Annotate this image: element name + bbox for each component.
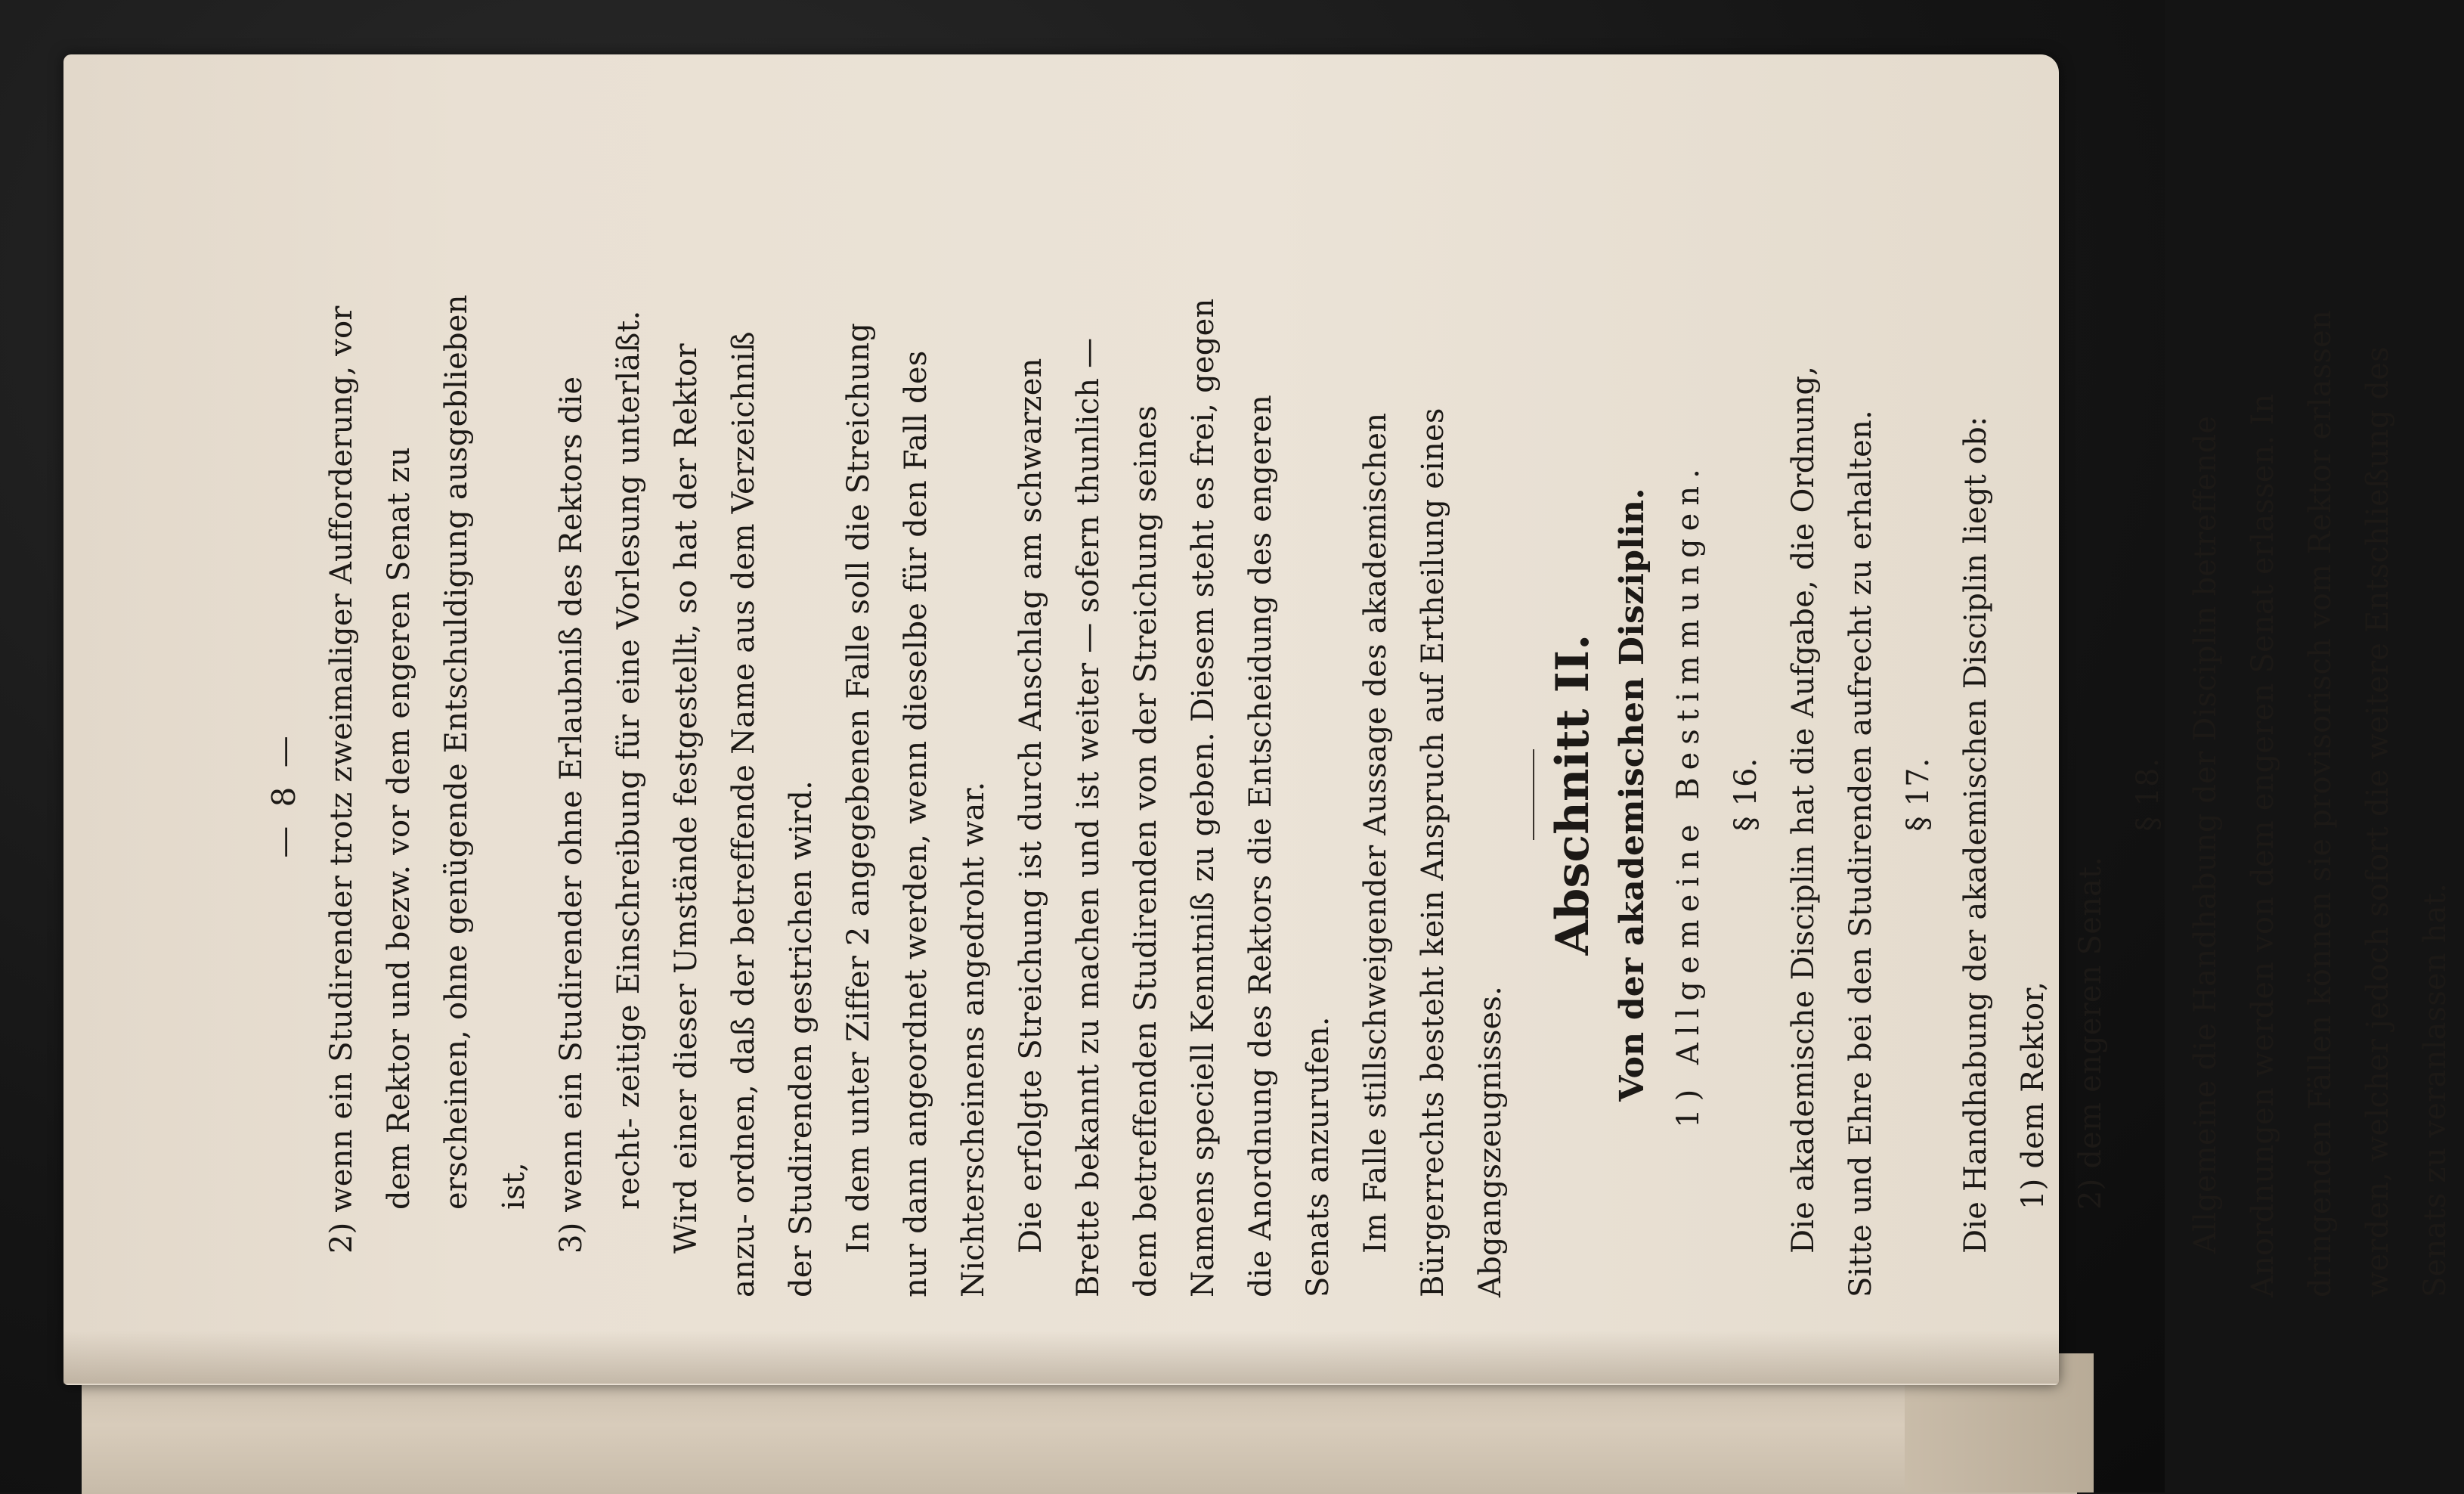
- paragraph-17-item-2: 2) dem engeren Senat.: [2073, 856, 2108, 1210]
- paragraph-16-text: Die akademische Disciplin hat die Aufgabe, die Ordnung, Sitte und Ehre bei den Studirenden aufrecht zu erhalten.: [1786, 365, 1878, 1297]
- list-item-2: 2) wenn ein Studirender trotz zweimaliger Aufforderung, vor dem Rektor und bezw. vor dem engeren Senat zu erscheinen, ohne genügende Entschuldigung ausgeblieben ist,: [324, 294, 531, 1254]
- paragraph-17-label: § 17.: [1901, 758, 1936, 832]
- page-text: [255, 292, 2464, 1297]
- rotated-text-block: [127, 109, 2453, 1440]
- paragraph-announcement: Die erfolgte Streichung ist durch Anschlag am schwarzen Brette bekannt zu machen und ist weiter — sofern thunlich — dem betreffenden Studirenden von der Streichung seines Namens speciell Kenntniß zu geben. Diesem steht es frei, gegen die Anordnung des Rektors die Entscheidung des engeren Senats anzurufen.: [1014, 298, 1336, 1297]
- book-page: [63, 54, 2453, 1385]
- paragraph-18-text: Allgemeine die Handhabung der Disciplin betreffende Anordnungen werden von dem engeren Senat erlassen. In dringenden Fällen können sie provisorisch vom Rektor erlassen werden, welcher jedoch sofort die weitere Entschließung des Senats zu veranlassen hat.: [2188, 310, 2453, 1297]
- paragraph-16-label: § 16.: [1729, 758, 1763, 832]
- list-item-3: 3) wenn ein Studirender ohne Erlaubniß des Rektors die recht- zeitige Einschreibung für eine Vorlesung unterläßt.: [554, 310, 646, 1254]
- paragraph-citizenship: Im Falle stillschweigender Aussage des akademischen Bürgerrechts besteht kein Anspruch auf Ertheilung eines Abgangszeugnisses.: [1358, 408, 1508, 1297]
- section-subheading: Von der akademischen Disziplin.: [1613, 488, 1651, 1102]
- subsection-title: 1) Allgemeine Bestimmungen.: [1671, 461, 1706, 1128]
- paragraph-17-intro: Die Handhabung der akademischen Disciplin liegt ob:: [1958, 416, 1993, 1254]
- paragraph-17-item-1: 1) dem Rektor,: [2016, 981, 2051, 1210]
- paragraph-strike-order: Wird einer dieser Umstände festgestellt, so hat der Rektor anzu- ordnen, daß der betreffende Name aus dem Verzeichniß der Studirenden gestrichen wird.: [669, 331, 819, 1297]
- section-divider: [1533, 749, 1534, 840]
- page-gutter-shadow: [63, 1331, 2059, 1384]
- page-number: — 8 —: [265, 731, 302, 858]
- section-heading: Abschnitt II.: [1546, 634, 1599, 956]
- paragraph-18-label: § 18.: [2131, 758, 2165, 832]
- paragraph-case-two: In dem unter Ziffer 2 angegebenen Falle soll die Streichung nur dann angeordnet werden, wenn dieselbe für den Fall des Nichterscheinens angedroht war.: [841, 322, 991, 1297]
